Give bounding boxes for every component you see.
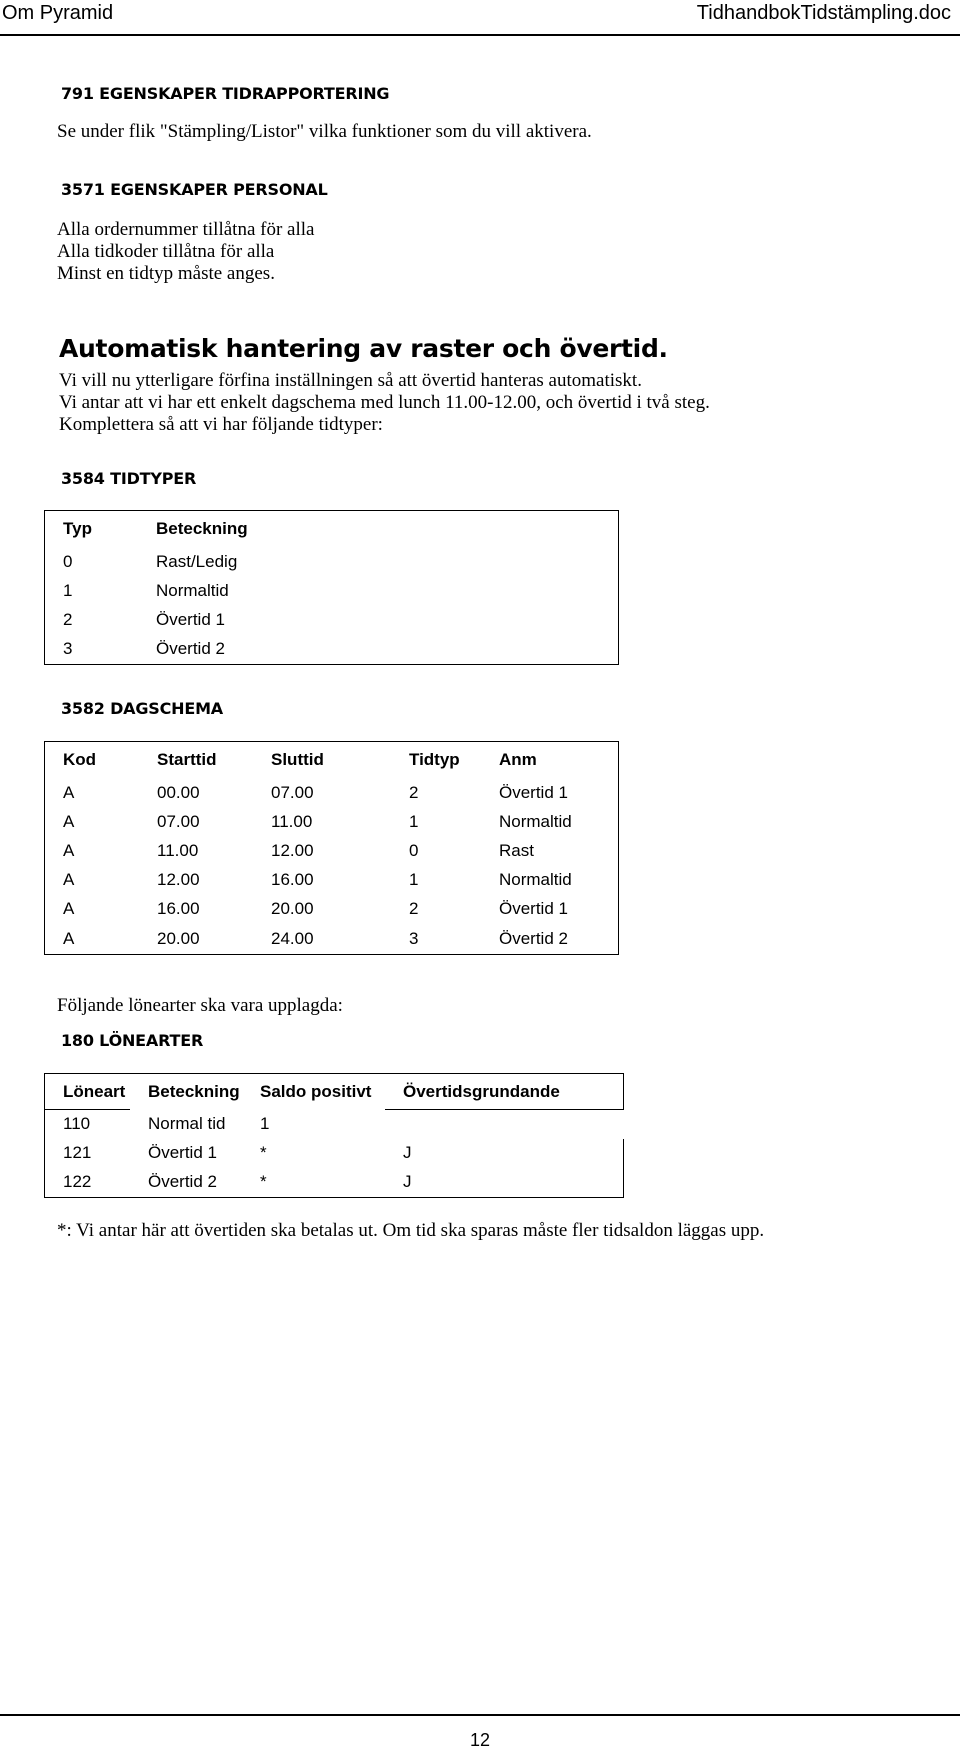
table-cell: 11.00 bbox=[157, 841, 199, 860]
table-cell: Övertid 1 bbox=[156, 610, 225, 629]
table-cell: A bbox=[63, 928, 75, 948]
column-header: Övertidsgrundande bbox=[385, 1074, 624, 1110]
column-header: Tidtyp bbox=[409, 749, 460, 769]
table-row bbox=[45, 1110, 624, 1139]
section-3571-line: Alla ordernummer tillåtna för alla bbox=[57, 219, 315, 240]
table-header-row bbox=[45, 1074, 624, 1110]
table-cell: Övertid 1 bbox=[499, 782, 568, 802]
table-cell: 11.00 bbox=[271, 812, 313, 831]
header-right-filename: TidhandbokTidstämpling.doc bbox=[696, 2, 951, 24]
table-cell: Övertid 1 bbox=[499, 899, 568, 918]
table-cell: J bbox=[385, 1168, 624, 1198]
table-cell: Övertid 2 bbox=[499, 928, 568, 948]
section-3571-line: Alla tidkoder tillåtna för alla bbox=[57, 241, 275, 262]
table-row bbox=[45, 1139, 624, 1168]
table-cell: 07.00 bbox=[157, 812, 200, 831]
table-cell: A bbox=[63, 812, 75, 831]
table-cell: Normaltid bbox=[499, 812, 572, 831]
table-cell: 07.00 bbox=[271, 782, 314, 802]
table-cell: Normal tid bbox=[148, 1114, 226, 1133]
auto-line: Vi vill nu ytterligare förfina inställningen så att övertid hanteras automatiskt. bbox=[59, 370, 642, 391]
table-row bbox=[45, 808, 619, 837]
column-header: Saldo positivt bbox=[242, 1074, 385, 1110]
column-header: Starttid bbox=[157, 749, 217, 769]
table-row bbox=[45, 895, 619, 924]
table-cell: 1 bbox=[409, 812, 419, 831]
table-cell: J bbox=[385, 1139, 624, 1168]
table-row bbox=[45, 924, 619, 955]
footnote: *: Vi antar här att övertiden ska betalas ut. Om tid ska sparas måste fler tidsaldon läggas upp. bbox=[57, 1220, 765, 1241]
table-cell: 110 bbox=[45, 1110, 131, 1139]
table-cell: A bbox=[63, 870, 75, 889]
table-cell: * bbox=[260, 1143, 267, 1162]
table-cell: 12.00 bbox=[271, 841, 314, 860]
header-divider bbox=[0, 34, 960, 36]
table-row bbox=[45, 778, 619, 808]
tidtyper-title: 3584 TIDTYPER bbox=[61, 469, 197, 488]
table-header-row bbox=[45, 511, 619, 547]
table-cell: 3 bbox=[409, 928, 419, 948]
table-cell: 16.00 bbox=[157, 899, 200, 918]
table-cell: Rast bbox=[499, 841, 534, 860]
table-cell: 16.00 bbox=[271, 870, 314, 889]
table-cell: 1 bbox=[260, 1114, 270, 1133]
section-3571-title: 3571 EGENSKAPER PERSONAL bbox=[61, 180, 328, 199]
page-number: 12 bbox=[469, 1730, 491, 1750]
column-header: Kod bbox=[63, 749, 97, 769]
table-row bbox=[45, 1168, 624, 1198]
lonearter-intro: Följande lönearter ska vara upplagda: bbox=[57, 995, 343, 1016]
table-row bbox=[45, 606, 619, 635]
table-cell bbox=[385, 1110, 624, 1139]
section-3571-line: Minst en tidtyp måste anges. bbox=[57, 263, 275, 284]
column-header: Beteckning bbox=[156, 518, 248, 538]
column-header: Beteckning bbox=[130, 1074, 242, 1110]
header-left-title: Om Pyramid bbox=[2, 2, 114, 24]
auto-heading: Automatisk hantering av raster och övertid. bbox=[59, 334, 668, 363]
column-header: Typ bbox=[63, 518, 92, 538]
column-header: Löneart bbox=[45, 1074, 131, 1110]
column-header: Anm bbox=[499, 749, 537, 769]
section-791-title: 791 EGENSKAPER TIDRAPPORTERING bbox=[61, 84, 390, 103]
table-cell: Normaltid bbox=[156, 581, 229, 600]
table-cell: 24.00 bbox=[271, 928, 314, 948]
table-row bbox=[45, 866, 619, 895]
table-row bbox=[45, 635, 619, 665]
table-cell: 0 bbox=[409, 841, 419, 860]
table-cell: 2 bbox=[409, 899, 419, 918]
table-cell: * bbox=[242, 1168, 385, 1198]
table-cell: 20.00 bbox=[271, 899, 314, 918]
dagschema-table bbox=[44, 741, 619, 955]
table-cell: 122 bbox=[45, 1168, 131, 1198]
column-header: Sluttid bbox=[271, 749, 324, 769]
table-row bbox=[45, 577, 619, 606]
table-cell: Övertid 2 bbox=[130, 1168, 242, 1198]
table-cell: A bbox=[63, 899, 75, 918]
table-row bbox=[45, 837, 619, 866]
table-cell: 2 bbox=[63, 610, 73, 629]
table-cell: A bbox=[63, 782, 75, 802]
section-791-text: Se under flik "Stämpling/Listor" vilka funktioner som du vill aktivera. bbox=[57, 121, 592, 142]
lonearter-table bbox=[44, 1073, 624, 1198]
dagschema-title: 3582 DAGSCHEMA bbox=[61, 699, 223, 718]
table-cell: A bbox=[63, 841, 75, 860]
table-cell: 121 bbox=[45, 1139, 131, 1168]
table-cell: 0 bbox=[63, 551, 73, 571]
table-header-row bbox=[45, 742, 619, 778]
table-cell: 1 bbox=[409, 870, 419, 889]
table-cell: 3 bbox=[63, 639, 73, 659]
table-cell: Normaltid bbox=[499, 870, 572, 889]
auto-line: Komplettera så att vi har följande tidtyper: bbox=[59, 414, 383, 435]
table-cell: 2 bbox=[409, 782, 419, 802]
table-cell: 1 bbox=[63, 581, 73, 600]
table-cell: 12.00 bbox=[157, 870, 200, 889]
tidtyper-table bbox=[44, 510, 619, 665]
table-cell: Övertid 2 bbox=[156, 639, 225, 659]
auto-line: Vi antar att vi har ett enkelt dagschema med lunch 11.00-12.00, och övertid i två steg. bbox=[59, 392, 710, 413]
table-cell: Rast/Ledig bbox=[156, 551, 238, 571]
table-row bbox=[45, 547, 619, 577]
page-header bbox=[0, 0, 960, 36]
footer-divider bbox=[0, 1714, 960, 1716]
table-cell: Övertid 1 bbox=[148, 1143, 217, 1162]
table-cell: 20.00 bbox=[157, 928, 200, 948]
table-cell: 00.00 bbox=[157, 782, 200, 802]
lonearter-title: 180 LÖNEARTER bbox=[61, 1031, 204, 1050]
